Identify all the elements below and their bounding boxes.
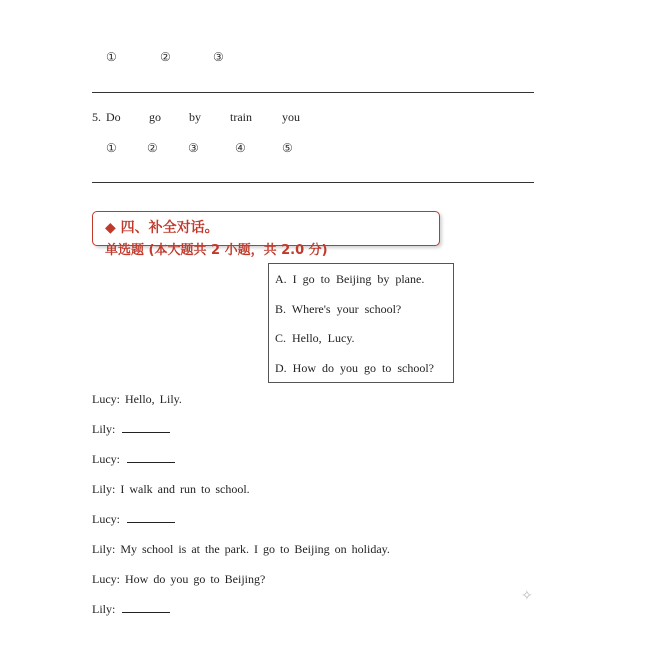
answer-blank[interactable] <box>122 422 170 433</box>
q5-number-3: ③ <box>188 141 199 155</box>
option-d: D. How do you go to school? <box>275 361 434 375</box>
answer-blank[interactable] <box>122 602 170 613</box>
answer-blank[interactable] <box>127 452 175 463</box>
answer-blank[interactable] <box>127 512 175 523</box>
speaker: Lily: <box>92 422 116 436</box>
speaker: Lily: <box>92 482 116 496</box>
q5-number-2: ② <box>147 141 158 155</box>
speaker: Lily: <box>92 602 116 616</box>
q5-word-4: train <box>230 110 252 124</box>
speaker: Lucy: <box>92 572 120 586</box>
dialogue-line-8 <box>92 602 170 617</box>
speaker: Lucy: <box>92 452 120 466</box>
dialogue-line-2 <box>92 422 170 437</box>
q5-number-5: ⑤ <box>282 141 293 155</box>
q5-word-3: by <box>189 110 201 124</box>
dialogue-line-6 <box>92 542 390 557</box>
q5-number-4: ④ <box>235 141 246 155</box>
section-title: ◆ 四、补全对话。 <box>105 220 219 236</box>
speaker: Lucy: <box>92 392 120 406</box>
q5-number-1: ① <box>106 141 117 155</box>
bookmark-icon: ✧ <box>521 588 533 604</box>
option-b: B. Where's your school? <box>275 302 402 316</box>
dialogue-line-3 <box>92 452 175 467</box>
options-box <box>268 263 454 383</box>
dialogue-line-1 <box>92 392 182 407</box>
speaker: Lily: <box>92 542 116 556</box>
speaker: Lucy: <box>92 512 120 526</box>
line-text: I walk and run to school. <box>120 482 250 496</box>
dialogue-line-5 <box>92 512 175 527</box>
q5-word-1: Do <box>106 110 121 124</box>
q4-number-1: ① <box>106 50 117 64</box>
line-text: How do you go to Beijing? <box>125 572 266 586</box>
q4-number-2: ② <box>160 50 171 64</box>
dialogue-line-7 <box>92 572 265 587</box>
line-text: Hello, Lily. <box>125 392 182 406</box>
q4-number-3: ③ <box>213 50 224 64</box>
section-subtitle: 单选题 (本大题共 2 小题，共 2.0 分) <box>105 243 328 258</box>
dialogue-line-4 <box>92 482 250 497</box>
q5-word-2: go <box>149 110 161 124</box>
q5-number: 5. <box>92 110 101 124</box>
answer-line-q5 <box>92 182 534 183</box>
answer-line-q4 <box>92 92 534 93</box>
option-a: A. I go to Beijing by plane. <box>275 272 425 286</box>
q5-word-5: you <box>282 110 300 124</box>
option-c: C. Hello, Lucy. <box>275 331 355 345</box>
line-text: My school is at the park. I go to Beijing on holiday. <box>120 542 390 556</box>
